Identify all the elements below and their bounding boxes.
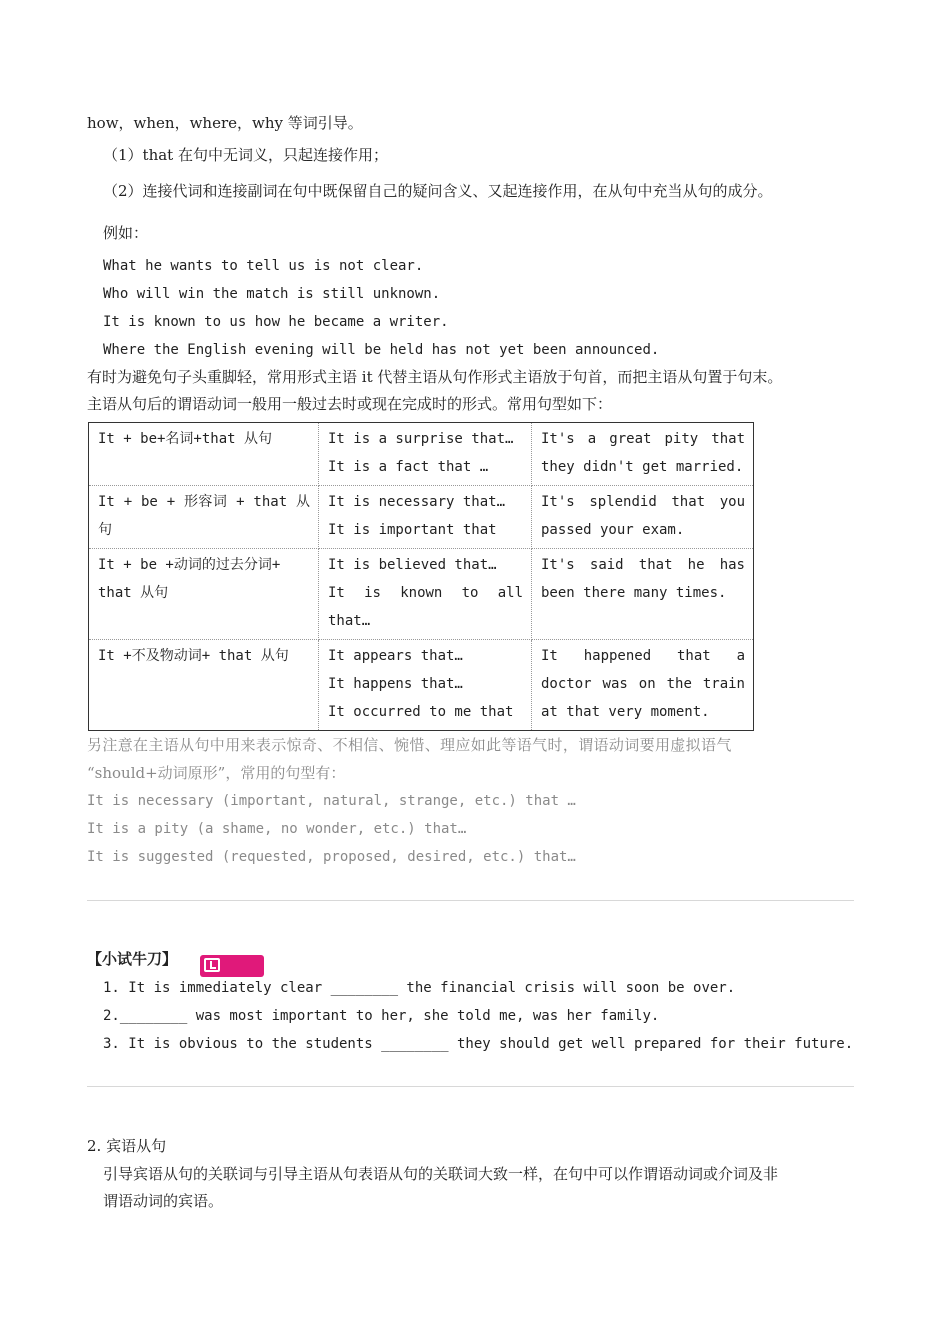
practice-badge [200,955,264,977]
subjunctive-pattern: It is suggested (requested, proposed, desired, etc.) that… [87,849,576,865]
practice-item: 2.________ was most important to her, she told me, was her family. [103,1008,660,1024]
table-row [89,423,754,486]
subjunctive-note: 另注意在主语从句中用来表示惊奇、不相信、惋惜、理应如此等语气时，谓语动词要用虚拟语气 [87,736,732,754]
section-heading: 2. 宾语从句 [87,1137,167,1155]
pattern-cell: It + be + 形容词 + that 从句 [89,486,319,549]
example-sentence: Who will win the match is still unknown. [103,286,441,302]
intro-line: how，when，where，why 等词引导。 [87,114,363,132]
example-sentence: Where the English evening will be held has not yet been announced. [103,342,660,358]
forms-cell: It appears that… It happens that… It occurred to me that [319,640,532,731]
subjunctive-pattern: It is a pity (a shame, no wonder, etc.) that… [87,821,467,837]
forms-cell: It is necessary that… It is important that [319,486,532,549]
subjunctive-pattern: It is necessary (important, natural, strange, etc.) that … [87,793,576,809]
practice-item: 1. It is immediately clear ________ the financial crisis will soon be over. [103,980,736,996]
forms-cell: It is a surprise that… It is a fact that … [319,423,532,486]
example-cell: It's a great pity that they didn't get married. [532,423,754,486]
point-2: （2）连接代词和连接副词在句中既保留自己的疑问含义、又起连接作用，在从句中充当从句的成分。 [103,182,773,200]
pattern-cell: It + be+名词+that 从句 [89,423,319,486]
clock-icon [204,958,220,972]
point-1: （1）that 在句中无词义，只起连接作用； [103,146,388,164]
subjunctive-note: “should+动词原形”，常用的句型有： [87,764,346,782]
example-cell: It's splendid that you passed your exam. [532,486,754,549]
forms-cell: It is believed that… It is known to all that… [319,549,532,640]
pattern-cell: It +不及物动词+ that 从句 [89,640,319,731]
pattern-cell: It + be +动词的过去分词+ that 从句 [89,549,319,640]
example-cell: It happened that a doctor was on the train at that very moment. [532,640,754,731]
example-sentence: What he wants to tell us is not clear. [103,258,424,274]
table-row [89,640,754,731]
divider [87,1086,854,1087]
divider [87,900,854,901]
example-cell: It's said that he has been there many times. [532,549,754,640]
note-line: 有时为避免句子头重脚轻，常用形式主语 it 代替主语从句作形式主语放于句首，而把主语从句置于句末。 [87,368,783,386]
table-row [89,486,754,549]
note-line: 主语从句后的谓语动词一般用一般过去时或现在完成时的形式。常用句型如下： [87,395,613,413]
example-sentence: It is known to us how he became a writer. [103,314,449,330]
practice-title: 【小试牛刀】 [87,950,178,968]
example-label: 例如： [103,224,149,242]
sentence-pattern-table [88,422,754,731]
practice-item: 3. It is obvious to the students ________ they should get well prepared for their future. [103,1036,854,1052]
section-paragraph: 引导宾语从句的关联词与引导主语从句表语从句的关联词大致一样，在句中可以作谓语动词或介词及非 [103,1165,779,1183]
section-paragraph: 谓语动词的宾语。 [103,1192,224,1210]
table-row [89,549,754,640]
